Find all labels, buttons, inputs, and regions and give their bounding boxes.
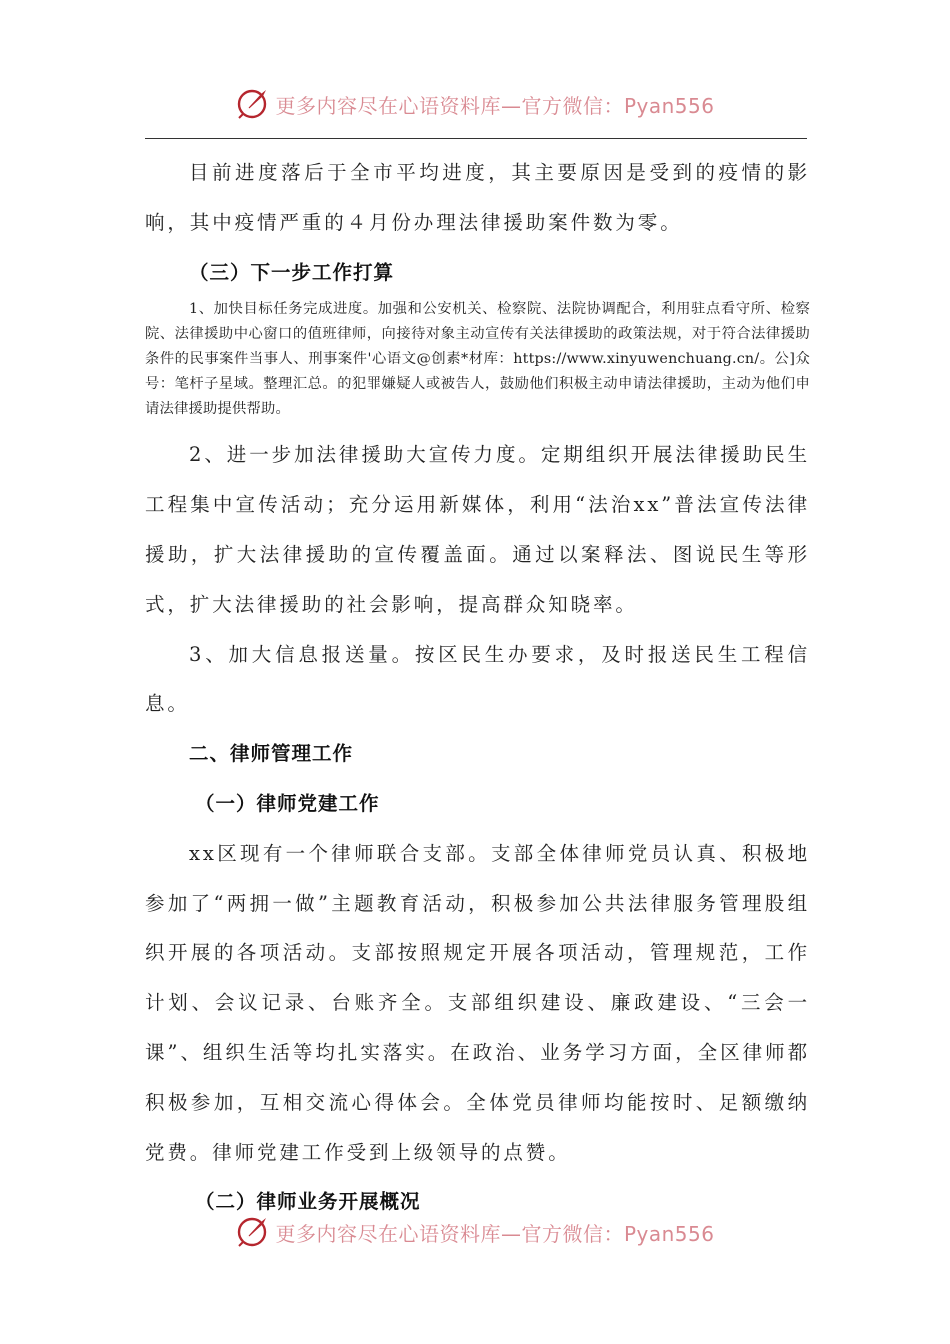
header-watermark-banner <box>0 82 950 126</box>
heading-party-building: （一）律师党建工作 <box>195 791 380 815</box>
heading-business-overview: （二）律师业务开展概况 <box>195 1190 421 1214</box>
paragraph-publicity: 2、进一步加法律援助大宣传力度。定期组织开展法律援助民生工程集中宣传活动；充分运用新媒体，利用“法治xx”普法宣传法律援助，扩大法律援助的宣传覆盖面。通过以案释法、图说民生等形式，扩大法律援助的社会影响，提高群众知晓率。 <box>145 443 810 616</box>
paragraph-progress: 目前进度落后于全市平均进度，其主要原因是受到的疫情的影响，其中疫情严重的４月份办理法律援助案件数为零。 <box>145 161 810 234</box>
paragraph-party-building: xx区现有一个律师联合支部。支部全体律师党员认真、积极地参加了“两拥一做”主题教育活动，积极参加公共法律服务管理股组织开展的各项活动。支部按照规定开展各项活动，管理规范，工作计划、会议记录、台账齐全。支部组织建设、廉政建设、“三会一课”、组织生活等均扎实落实。在政治、业务学习方面，全区律师都积极参加，互相交流心得体会。全体党员律师均能按时、足额缴纳党费。律师党建工作受到上级领导的点赞。 <box>145 841 810 1164</box>
quill-logo-icon <box>235 86 271 122</box>
footer-banner-text: 更多内容尽在心语资料库—官方微信：Pyan556 <box>275 1221 715 1246</box>
paragraph-info-report: 3、加大信息报送量。按区民生办要求，及时报送民生工程信息。 <box>145 642 810 716</box>
heading-lawyer-management: 二、律师管理工作 <box>189 742 354 766</box>
paragraph-task-progress: 1、加快目标任务完成进度。加强和公安机关、检察院、法院协调配合，利用驻点看守所、检察院、法律援助中心窗口的值班律师，向接待对象主动宣传有关法律援助的政策法规，对于符合法律援助条件的民事案件当事人、刑事案件'心语文@创素*材库：https://www.xinyuwenchuang.cn/。公]众号：笔杆子星域。整理汇总。的犯罪嫌疑人或被告人，鼓励他们积极主动申请法律援助，主动为他们申请法律援助提供帮助。 <box>145 301 810 418</box>
document-body <box>145 148 810 1227</box>
header-divider <box>145 138 807 139</box>
heading-next-steps: （三）下一步工作打算 <box>189 260 395 284</box>
quill-logo-icon <box>235 1214 271 1250</box>
footer-watermark-banner <box>0 1210 950 1254</box>
header-banner-text: 更多内容尽在心语资料库—官方微信：Pyan556 <box>275 93 715 118</box>
